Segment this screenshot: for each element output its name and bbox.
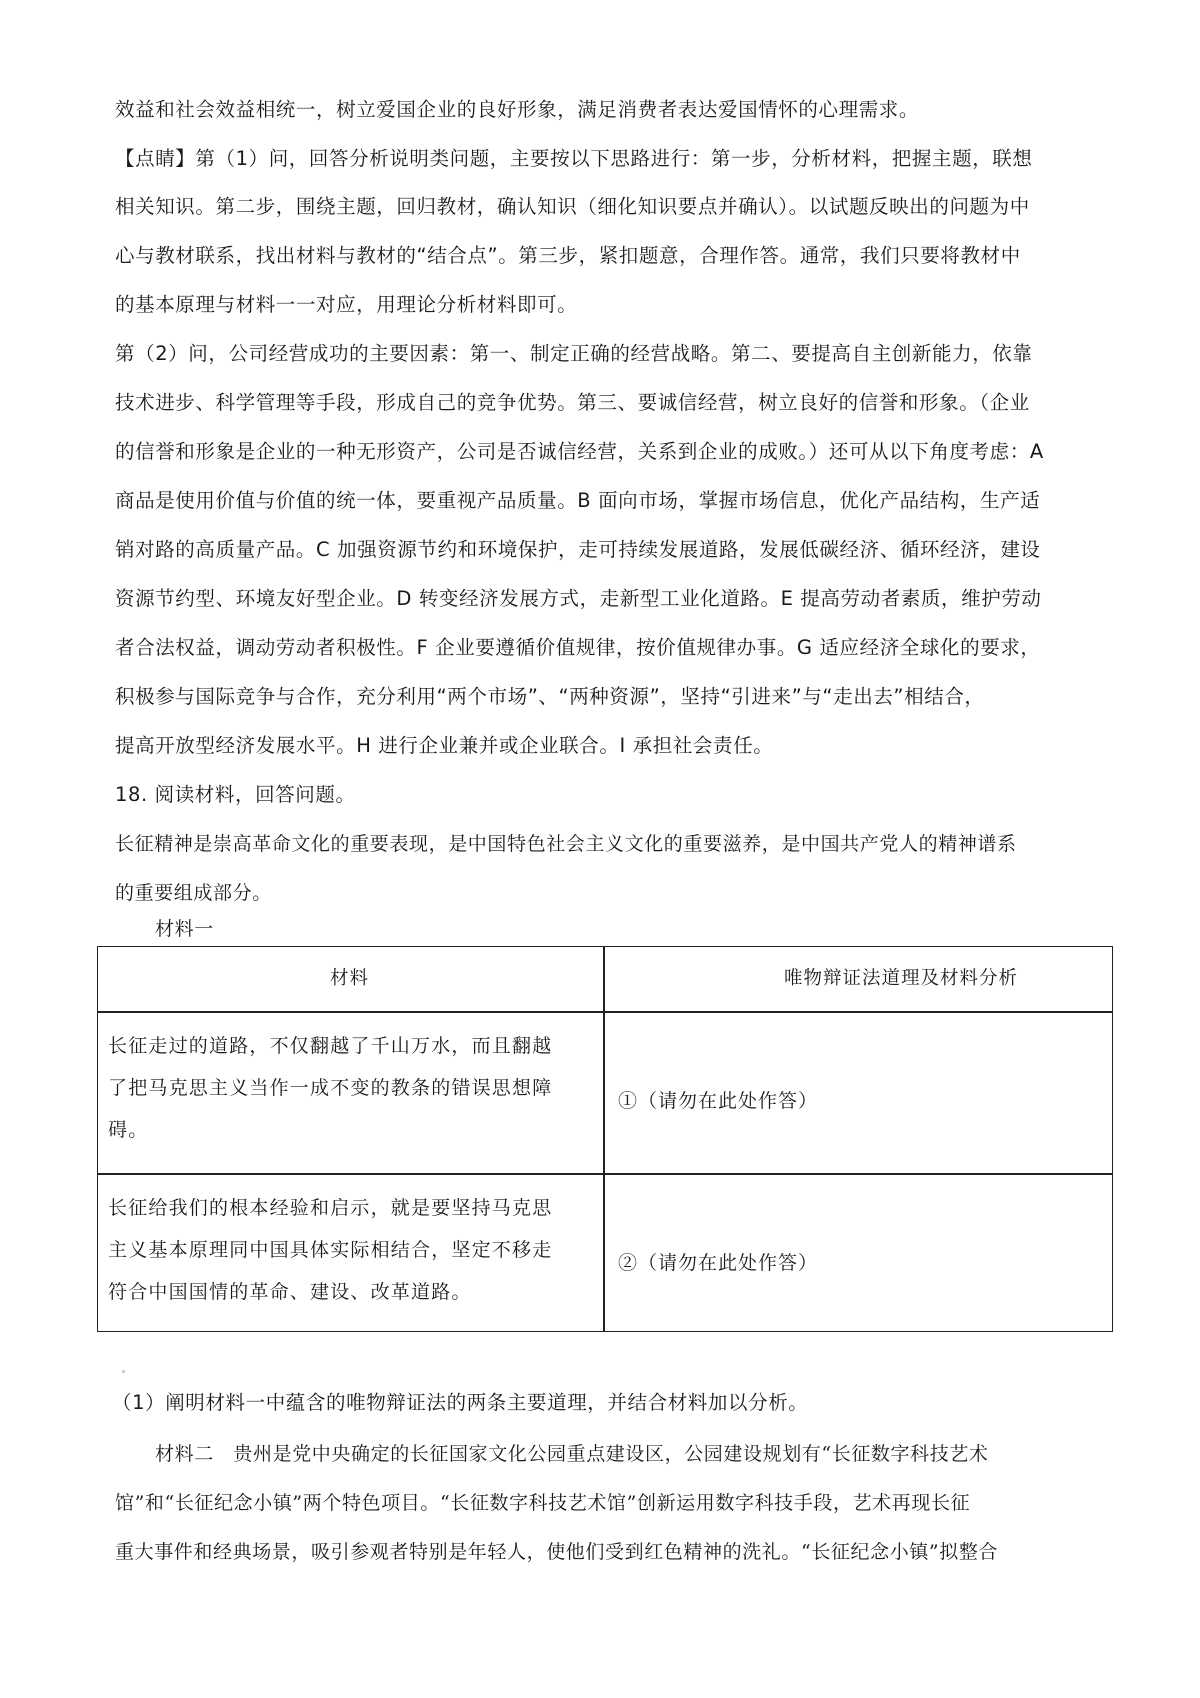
table-row-1-answer: ①（请勿在此处作答） (618, 1090, 819, 1112)
table-row-2-line-2: 主义基本原理同中国具体实际相结合，坚定不移走 (108, 1239, 553, 1261)
tip2-line-1: 第（2）问，公司经营成功的主要因素：第一、制定正确的经营战略。第二、要提高自主创新能力，依靠 (115, 342, 1033, 365)
tip-line-1: 【点睛】第（1）问，回答分析说明类问题，主要按以下思路进行：第一步，分析材料，把握主题，联想 (115, 147, 1033, 170)
tip2-line-5: 销对路的高质量产品。C 加强资源节约和环境保护，走可持续发展道路，发展低碳经济、循环经济，建设 (115, 538, 1041, 561)
tip-line-4: 的基本原理与材料一一对应，用理论分析材料即可。 (115, 293, 578, 316)
table-column-divider (603, 947, 605, 1331)
table-header-divider (98, 1011, 1112, 1013)
table-row-divider (98, 1173, 1112, 1175)
tip2-line-2: 技术进步、科学管理等手段，形成自己的竞争优势。第三、要诚信经营，树立良好的信誉和形象。（企业 (115, 391, 1030, 414)
tip2-line-9: 提高开放型经济发展水平。H 进行企业兼并或企业联合。I 承担社会责任。 (115, 734, 774, 757)
table-header-analysis: 唯物辩证法道理及材料分析 (784, 968, 1019, 989)
question-18-heading: 18. 阅读材料，回答问题。 (115, 783, 356, 806)
tip2-line-3: 的信誉和形象是企业的一种无形资产，公司是否诚信经营，关系到企业的成败。）还可从以下角度考虑：A (115, 440, 1044, 463)
question-1: （1）阐明材料一中蕴含的唯物辩证法的两条主要道理，并结合材料加以分析。 (112, 1391, 809, 1414)
tip-line-2: 相关知识。第二步，围绕主题，回归教材，确认知识（细化知识要点并确认）。以试题反映出的问题为中 (115, 195, 1030, 218)
table-row-1-line-3: 碍。 (108, 1119, 149, 1141)
material-one-label: 材料一 (155, 918, 214, 940)
table-row-2-answer: ②（请勿在此处作答） (618, 1252, 819, 1274)
table-row-2-line-1: 长征给我们的根本经验和启示，就是要坚持马克思 (108, 1197, 553, 1219)
tip-line-3: 心与教材联系，找出材料与教材的“结合点”。第三步，紧扣题意，合理作答。通常，我们只要将教材中 (115, 244, 1021, 267)
material-two-line-3: 重大事件和经典场景，吸引参观者特别是年轻人，使他们受到红色精神的洗礼。“长征纪念小镇”拟整合 (115, 1541, 999, 1563)
tip2-line-8: 积极参与国际竞争与合作，充分利用“两个市场”、“两种资源”，坚持“引进来”与“走出去”相结合， (115, 685, 985, 708)
material-two-line-1: 材料二 贵州是党中央确定的长征国家文化公园重点建设区，公园建设规划有“长征数字科技艺术 (155, 1443, 989, 1465)
table-header-material: 材料 (330, 968, 370, 989)
intro-line-2: 的重要组成部分。 (115, 882, 272, 904)
tip2-line-4: 商品是使用价值与价值的统一体，要重视产品质量。B 面向市场，掌握市场信息，优化产品结构，生产适 (115, 489, 1041, 512)
answer-line-1: 效益和社会效益相统一，树立爱国企业的良好形象，满足消费者表达爱国情怀的心理需求。 (115, 98, 920, 121)
material-two-line-2: 馆”和“长征纪念小镇”两个特色项目。“长征数字科技艺术馆”创新运用数字科技手段，艺术再现长征 (115, 1492, 971, 1514)
table-row-1-line-1: 长征走过的道路，不仅翻越了千山万水，而且翻越 (108, 1035, 553, 1057)
intro-line-1: 长征精神是崇高革命文化的重要表现，是中国特色社会主义文化的重要滋养，是中国共产党人的精神谱系 (115, 833, 1017, 855)
material-table (97, 946, 1113, 1332)
table-row-1-material (108, 1025, 588, 1151)
table-row-1-line-2: 了把马克思主义当作一成不变的教条的错误思想障 (108, 1077, 553, 1099)
stray-dot (122, 1370, 125, 1373)
tip2-line-7: 者合法权益，调动劳动者积极性。F 企业要遵循价值规律，按价值规律办事。G 适应经济全球化的要求， (115, 636, 1041, 659)
tip2-line-6: 资源节约型、环境友好型企业。D 转变经济发展方式，走新型工业化道路。E 提高劳动者素质，维护劳动 (115, 587, 1042, 610)
table-row-2-material (108, 1187, 588, 1313)
table-row-2-line-3: 符合中国国情的革命、建设、改革道路。 (108, 1281, 472, 1303)
